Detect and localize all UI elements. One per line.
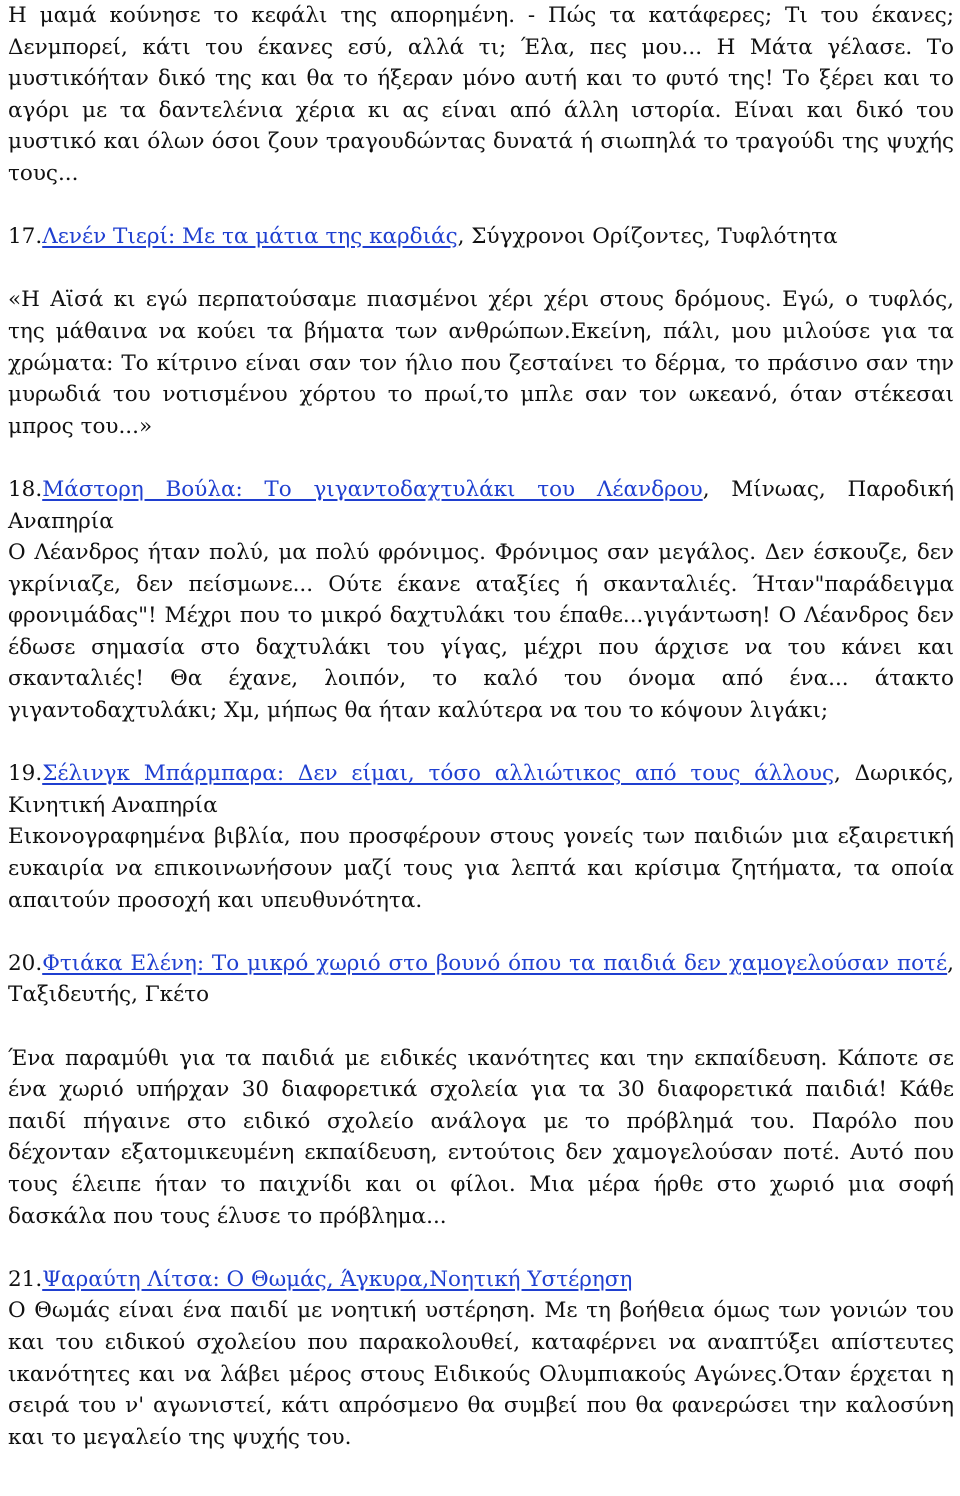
entry-number: 18. bbox=[8, 476, 43, 502]
entry-number: 19. bbox=[8, 761, 43, 787]
entry-number: 17. bbox=[8, 224, 43, 250]
book-entry-20-heading bbox=[8, 948, 954, 1011]
book-description-17: «Η Αϊσά κι εγώ περπατούσαμε πιασμένοι χέρι χέρι στους δρόμους. Εγώ, ο τυφλός, της μάθαινα να κούει τα βήματα των ανθρώπων.Εκείνη, πάλι, μου μιλούσε για τα χρώματα: Το κίτρινο είναι σαν τον ήλιο που ζεσταίνει το δέρμα, το πράσινο σαν την μυρωδιά του νοτισμένου χόρτου το πρωί,το μπλε σαν τον ωκεανό, όταν στέκεσαι μπρος του...» bbox=[8, 287, 954, 439]
book-entry-19-heading bbox=[8, 758, 954, 821]
document-page bbox=[8, 0, 954, 1453]
book-meta-18: , Μίνωας, Παροδική Αναπηρία bbox=[8, 476, 954, 534]
spacer bbox=[8, 442, 954, 474]
spacer bbox=[8, 1011, 954, 1043]
spacer bbox=[8, 916, 954, 948]
book-description-19: Εικονογραφημένα βιβλία, που προσφέρουν στους γονείς των παιδιών μια εξαιρετική ευκαιρία να επικοινωνήσουν μαζί τους για λεπτά και κρίσιμα ζητήματα, τα οποία απαιτούν προσοχή και υπευθυνότητα. bbox=[8, 824, 954, 913]
book-description-21: Ο Θωμάς είναι ένα παιδί με νοητική υστέρηση. Με τη βοήθεια όμως των γονιών του και του ειδικού σχολείου που παρακολουθεί, καταφέρνει να αναπτύξει απίστευτες ικανότητες και να λάβει μέρος στους Ειδικούς Ολυμπιακούς Αγώνες.Όταν έρχεται η σειρά του ν' αγωνιστεί, κάτι απρόσμενο θα συμβεί που θα φανερώσει την καλοσύνη και το μεγαλείο της ψυχής του. bbox=[8, 1298, 954, 1450]
spacer bbox=[8, 1232, 954, 1264]
entry-number: 21. bbox=[8, 1266, 43, 1292]
book-entry-18-heading bbox=[8, 474, 954, 537]
book-link-19[interactable]: Σέλινγκ Μπάρμπαρα: Δεν είμαι, τόσο αλλιώτικος από τους άλλους bbox=[42, 761, 834, 787]
book-entry-17-heading bbox=[8, 221, 954, 253]
book-entry-21-heading bbox=[8, 1264, 954, 1296]
book-link-17[interactable]: Λενέν Τιερί: Με τα μάτια της καρδιάς bbox=[42, 224, 458, 250]
book-description-18: Ο Λέανδρος ήταν πολύ, μα πολύ φρόνιμος. Φρόνιμος σαν μεγάλος. Δεν έσκουζε, δεν γκρίνιαζε, δεν πείσμωνε... Ούτε έκανε αταξίες ή σκανταλιές. Ήταν"παράδειγμα φρονιμάδας"! Μέχρι που το μικρό δαχτυλάκι του έπαθε...γιγάντωση! Ο Λέανδρος δεν έδωσε σημασία στο δαχτυλάκι του γίγας, μέχρι που άρχισε να του κάνει και σκανταλιές! Θα έχανε, λοιπόν, το καλό του όνομα από ένα... άτακτο γιγαντοδαχτυλάκι; Χμ, μήπως θα ήταν καλύτερα να του το κόψουν λιγάκι; bbox=[8, 540, 954, 724]
book-link-20[interactable]: Φτιάκα Ελένη: Το μικρό χωριό στο βουνό όπου τα παιδιά δεν χαμογελούσαν ποτέ bbox=[42, 950, 948, 976]
spacer bbox=[8, 727, 954, 759]
book-meta-19: , Δωρικός, Κινητική Αναπηρία bbox=[8, 761, 954, 818]
spacer bbox=[8, 253, 954, 285]
intro-paragraph: Η μαμά κούνησε το κεφάλι της απορημένη. - Πώς τα κατάφερες; Τι του έκανες; Δενμπορεί, κάτι του έκανες εσύ, αλλά τι; Έλα, πες μου... Η Μάτα γέλασε. Το μυστικόήταν δικό της και θα το ήξεραν μόνο αυτή και το φυτό της! Το ξέρει και το αγόρι με τα δαντελένια χέρια κι ας είναι από άλλη ιστορία. Είναι και δικό του μυστικό και όλων όσοι ζουν τραγουδώντας δυνατά ή σιωπηλά το τραγούδι της ψυχής τους... bbox=[8, 3, 954, 186]
book-meta-20: , Ταξιδευτής, Γκέτο bbox=[8, 950, 954, 1008]
spacer bbox=[8, 190, 954, 222]
book-description-20: Ένα παραμύθι για τα παιδιά με ειδικές ικανότητες και την εκπαίδευση. Κάποτε σε ένα χωριό υπήρχαν 30 διαφορετικά σχολεία για τα 30 διαφορετικά παιδιά! Κάθε παιδί πήγαινε στο ειδικό σχολείο ανάλογα με το πρόβλημά του. Παρόλο που δέχονταν εξατομικευμένη εκπαίδευση, εντούτοις δεν χαμογελούσαν ποτέ. Αυτό που τους έλειπε ήταν το παιχνίδι και οι φίλοι. Μια μέρα ήρθε στο χωριό μια σοφή δασκάλα που τους έλυσε το πρόβλημα... bbox=[8, 1045, 954, 1229]
entry-number: 20. bbox=[8, 950, 43, 976]
book-link-21[interactable]: Ψαραύτη Λίτσα: Ο Θωμάς, Άγκυρα,Νοητική Υστέρηση bbox=[42, 1266, 633, 1292]
book-meta-17: , Σύγχρονοι Ορίζοντες, Τυφλότητα bbox=[457, 224, 838, 250]
book-link-18[interactable]: Μάστορη Βούλα: Το γιγαντοδαχτυλάκι του Λέανδρου bbox=[42, 476, 703, 502]
